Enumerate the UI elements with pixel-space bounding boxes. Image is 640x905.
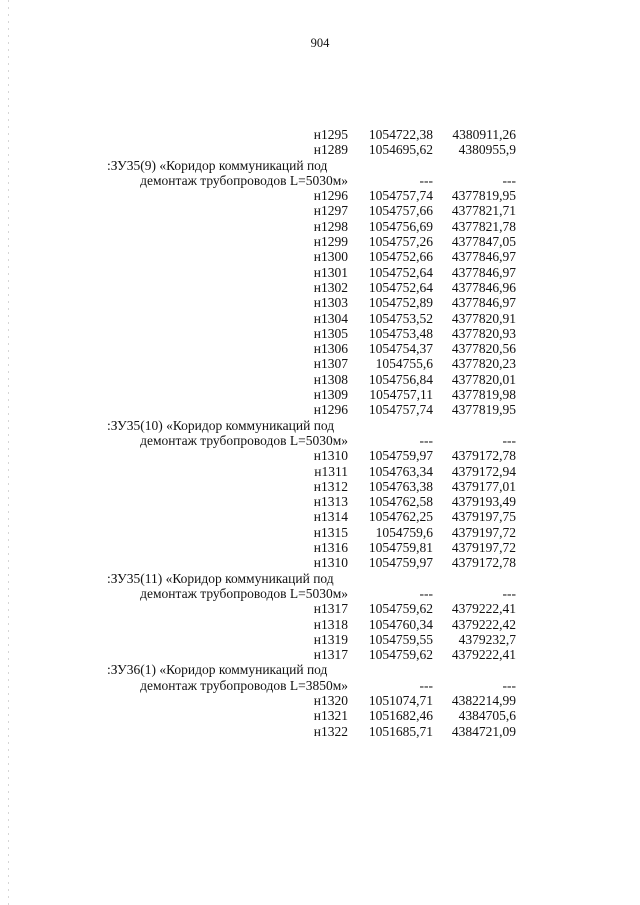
coord-y: 4379222,41 xyxy=(451,647,516,663)
coord-y: 4380911,26 xyxy=(452,127,516,142)
section-title-cont: демонтаж трубопроводов L=5030м» xyxy=(140,172,348,188)
coord-x: 1051074,71 xyxy=(368,692,433,708)
table-row xyxy=(0,204,640,219)
coord-y: 4377820,23 xyxy=(451,356,516,372)
coord-y: 4379232,7 xyxy=(458,631,516,647)
point-id: н1299 xyxy=(313,234,348,250)
coord-y: 4379197,75 xyxy=(451,509,516,525)
coord-y: 4379222,41 xyxy=(451,601,516,617)
section-title: :ЗУ35(11) «Коридор коммуникаций под xyxy=(107,570,334,586)
coord-y: 4377820,91 xyxy=(451,310,516,326)
table-row xyxy=(0,327,640,342)
section-title-cont: демонтаж трубопроводов L=3850м» xyxy=(140,677,348,693)
coord-y: 4377846,96 xyxy=(451,279,516,295)
point-id: н1300 xyxy=(313,249,348,265)
point-id: н1321 xyxy=(313,708,348,724)
coord-y: 4382214,99 xyxy=(451,692,516,708)
coord-y: 4377820,01 xyxy=(451,371,516,387)
point-id: н1296 xyxy=(313,402,348,418)
table-row xyxy=(0,189,640,204)
section-heading xyxy=(0,572,640,587)
coord-x: 1054757,66 xyxy=(368,203,433,219)
table-row xyxy=(0,220,640,235)
table-row xyxy=(0,235,640,250)
coord-x: 1054760,34 xyxy=(368,616,433,632)
coord-x: 1054757,26 xyxy=(368,234,433,250)
point-id: н1296 xyxy=(313,188,348,204)
table-row xyxy=(0,725,640,740)
coord-x: 1054753,48 xyxy=(368,325,433,341)
coord-y: 4377821,78 xyxy=(451,218,516,234)
coord-x: 1054763,38 xyxy=(368,478,433,494)
table-row xyxy=(0,480,640,495)
coord-x: 1054757,11 xyxy=(369,387,433,403)
point-id: н1313 xyxy=(313,494,348,510)
point-id: н1297 xyxy=(313,203,348,219)
coord-x: 1054759,97 xyxy=(368,555,433,571)
table-row xyxy=(0,296,640,311)
table-row xyxy=(0,526,640,541)
table-row xyxy=(0,541,640,556)
section-title: :ЗУ36(1) «Коридор коммуникаций под xyxy=(107,662,328,678)
coord-y: 4380955,9 xyxy=(458,142,516,158)
coord-y: 4379193,49 xyxy=(451,494,516,510)
table-row xyxy=(0,449,640,464)
point-id: н1308 xyxy=(313,371,348,387)
table-row xyxy=(0,357,640,372)
point-id: н1295 xyxy=(313,127,348,142)
coord-x: 1054759,62 xyxy=(368,601,433,617)
point-id: н1301 xyxy=(313,264,348,280)
coord-y: 4379197,72 xyxy=(451,524,516,540)
coord-x-empty: --- xyxy=(419,677,433,693)
section-heading-continued xyxy=(0,679,640,694)
point-id: н1302 xyxy=(313,279,348,295)
table-row xyxy=(0,312,640,327)
coord-x: 1054759,55 xyxy=(368,631,433,647)
coord-y: 4377820,56 xyxy=(451,341,516,357)
point-id: н1319 xyxy=(313,631,348,647)
point-id: н1315 xyxy=(313,524,348,540)
table-row xyxy=(0,709,640,724)
coord-x: 1054759,81 xyxy=(368,540,433,556)
point-id: н1310 xyxy=(313,448,348,464)
coord-y: 4384705,6 xyxy=(458,708,516,724)
table-row xyxy=(0,373,640,388)
point-id: н1289 xyxy=(313,142,348,158)
point-id: н1322 xyxy=(313,723,348,739)
coord-y-empty: --- xyxy=(502,585,516,601)
coord-y: 4377820,93 xyxy=(451,325,516,341)
section-heading xyxy=(0,419,640,434)
section-title-cont: демонтаж трубопроводов L=5030м» xyxy=(140,585,348,601)
coord-x: 1054695,62 xyxy=(368,142,433,158)
coord-y: 4379172,78 xyxy=(451,448,516,464)
coord-x: 1054756,84 xyxy=(368,371,433,387)
table-row xyxy=(0,556,640,571)
point-id: н1312 xyxy=(313,478,348,494)
table-row xyxy=(0,465,640,480)
coord-x: 1054753,52 xyxy=(368,310,433,326)
table-row xyxy=(0,281,640,296)
point-id: н1309 xyxy=(313,387,348,403)
table-row xyxy=(0,618,640,633)
coord-x: 1054752,64 xyxy=(368,279,433,295)
table-row xyxy=(0,403,640,418)
point-id: н1307 xyxy=(313,356,348,372)
coord-x: 1054757,74 xyxy=(368,188,433,204)
table-row xyxy=(0,495,640,510)
coord-y: 4379222,42 xyxy=(451,616,516,632)
coord-y: 4379197,72 xyxy=(451,540,516,556)
coord-y: 4377819,95 xyxy=(451,188,516,204)
coord-x: 1054754,37 xyxy=(368,341,433,357)
point-id: н1305 xyxy=(313,325,348,341)
table-row xyxy=(0,128,640,143)
coord-x: 1054752,89 xyxy=(368,295,433,311)
coord-x: 1054752,66 xyxy=(368,249,433,265)
table-row xyxy=(0,143,640,158)
point-id: н1314 xyxy=(313,509,348,525)
coord-x: 1051682,46 xyxy=(368,708,433,724)
coord-x: 1054722,38 xyxy=(368,127,433,142)
table-row xyxy=(0,648,640,663)
coord-y-empty: --- xyxy=(502,677,516,693)
section-heading-continued xyxy=(0,434,640,449)
coord-y: 4377846,97 xyxy=(451,264,516,280)
coord-x: 1054757,74 xyxy=(368,402,433,418)
table-row xyxy=(0,388,640,403)
table-row xyxy=(0,266,640,281)
coord-y: 4379172,94 xyxy=(451,463,516,479)
coord-x: 1051685,71 xyxy=(368,723,433,739)
coord-x-empty: --- xyxy=(419,432,433,448)
coord-y: 4379172,78 xyxy=(451,555,516,571)
section-title: :ЗУ35(10) «Коридор коммуникаций под xyxy=(107,417,335,433)
coord-x: 1054755,6 xyxy=(375,356,433,372)
table-row xyxy=(0,250,640,265)
coord-x: 1054756,69 xyxy=(368,218,433,234)
coord-x: 1054762,25 xyxy=(368,509,433,525)
coord-x: 1054752,64 xyxy=(368,264,433,280)
coord-y-empty: --- xyxy=(502,432,516,448)
coord-y: 4384721,09 xyxy=(451,723,516,739)
point-id: н1316 xyxy=(313,540,348,556)
table-row xyxy=(0,342,640,357)
point-id: н1306 xyxy=(313,341,348,357)
point-id: н1317 xyxy=(313,601,348,617)
point-id: н1320 xyxy=(313,692,348,708)
coord-y-empty: --- xyxy=(502,172,516,188)
coord-y: 4379177,01 xyxy=(451,478,516,494)
section-title: :ЗУ35(9) «Коридор коммуникаций под xyxy=(107,157,328,173)
point-id: н1317 xyxy=(313,647,348,663)
coord-y: 4377846,97 xyxy=(451,295,516,311)
coord-y: 4377821,71 xyxy=(451,203,516,219)
point-id: н1304 xyxy=(313,310,348,326)
coord-x: 1054759,62 xyxy=(368,647,433,663)
point-id: н1303 xyxy=(313,295,348,311)
table-row xyxy=(0,602,640,617)
section-heading xyxy=(0,159,640,174)
section-heading-continued xyxy=(0,174,640,189)
coordinates-table xyxy=(0,128,640,740)
coord-x: 1054759,97 xyxy=(368,448,433,464)
coord-x: 1054759,6 xyxy=(375,524,433,540)
coord-y: 4377847,05 xyxy=(451,234,516,250)
section-heading xyxy=(0,663,640,678)
point-id: н1310 xyxy=(313,555,348,571)
section-title-cont: демонтаж трубопроводов L=5030м» xyxy=(140,432,348,448)
coord-x-empty: --- xyxy=(419,585,433,601)
page-number: 904 xyxy=(310,36,330,50)
section-heading-continued xyxy=(0,587,640,602)
coord-y: 4377819,95 xyxy=(451,402,516,418)
point-id: н1311 xyxy=(314,463,348,479)
table-row xyxy=(0,694,640,709)
point-id: н1298 xyxy=(313,218,348,234)
table-row xyxy=(0,633,640,648)
point-id: н1318 xyxy=(313,616,348,632)
coord-y: 4377819,98 xyxy=(451,387,516,403)
coord-y: 4377846,97 xyxy=(451,249,516,265)
coord-x: 1054762,58 xyxy=(368,494,433,510)
coord-x: 1054763,34 xyxy=(368,463,433,479)
coord-x-empty: --- xyxy=(419,172,433,188)
table-row xyxy=(0,510,640,525)
